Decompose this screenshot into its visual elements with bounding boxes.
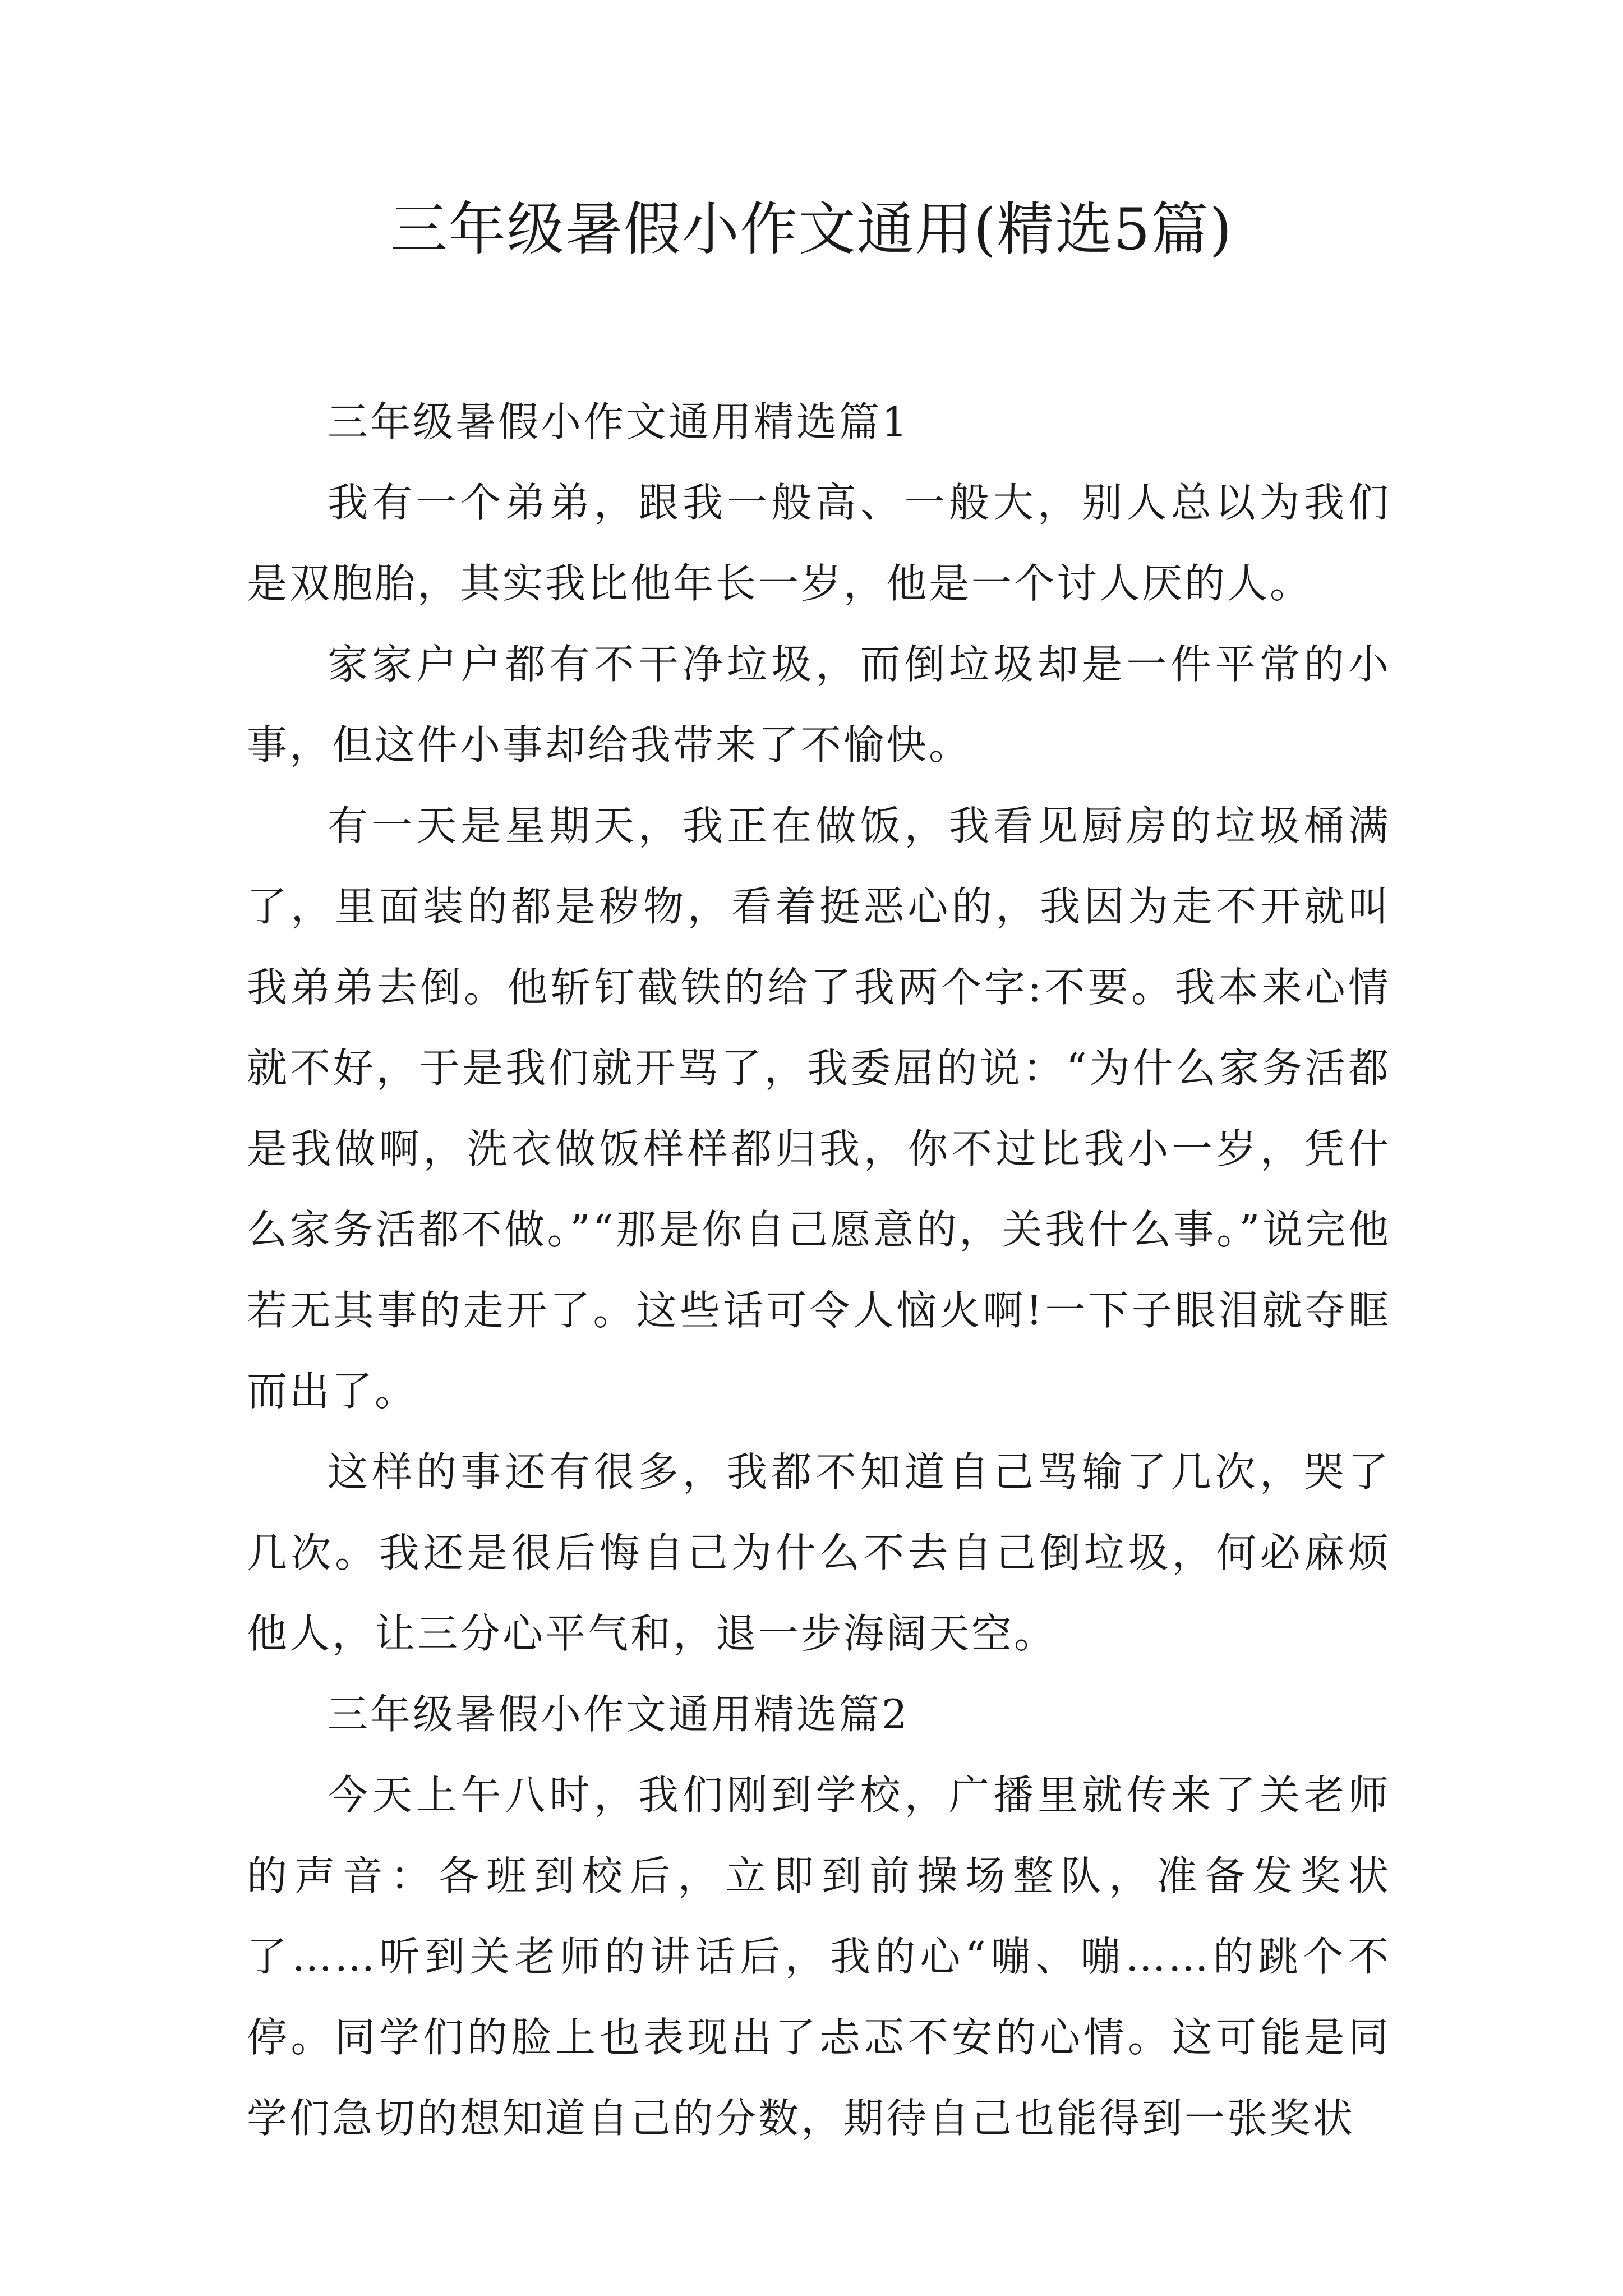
paragraph: 这样的事还有很多，我都不知道自己骂输了几次，哭了几次。我还是很后悔自己为什么不去自己倒垃圾，何必麻烦他人，让三分心平气和，退一步海阔天空。 bbox=[247, 1448, 1391, 1657]
section-heading-1: 三年级暑假小作文通用精选篇1 bbox=[328, 398, 910, 445]
paragraph: 家家户户都有不干净垃圾，而倒垃圾却是一件平常的小事，但这件小事却给我带来了不愉快。 bbox=[247, 641, 1391, 769]
section-heading-2: 三年级暑假小作文通用精选篇2 bbox=[328, 1691, 910, 1738]
paragraph: 我有一个弟弟，跟我一般高、一般大，别人总以为我们是双胞胎，其实我比他年长一岁，他是一个讨人厌的人。 bbox=[247, 479, 1391, 607]
paragraph: 有一天是星期天，我正在做饭，我看见厨房的垃圾桶满了，里面装的都是秽物，看着挺恶心的，我因为走不开就叫我弟弟去倒。他斩钉截铁的给了我两个字:不要。我本来心情就不好，于是我们就开骂了，我委屈的说：“为什么家务活都是我做啊，洗衣做饭样样都归我，你不过比我小一岁，凭什么家务活都不做。”“那是你自己愿意的，关我什么事。”说完他若无其事的走开了。这些话可令人恼火啊!一下子眼泪就夺眶而出了。 bbox=[247, 802, 1391, 1415]
document-body bbox=[247, 381, 1391, 2159]
paragraph: 今天上午八时，我们刚到学校，广播里就传来了关老师的声音：各班到校后，立即到前操场整队，准备发奖状了……听到关老师的讲话后，我的心“嘣、嘣……的跳个不停。同学们的脸上也表现出了忐忑不安的心情。这可能是同学们急切的想知道自己的分数，期待自己也能得到一张奖状 bbox=[247, 1772, 1391, 2142]
document-title: 三年级暑假小作文通用(精选5篇) bbox=[390, 196, 1233, 263]
